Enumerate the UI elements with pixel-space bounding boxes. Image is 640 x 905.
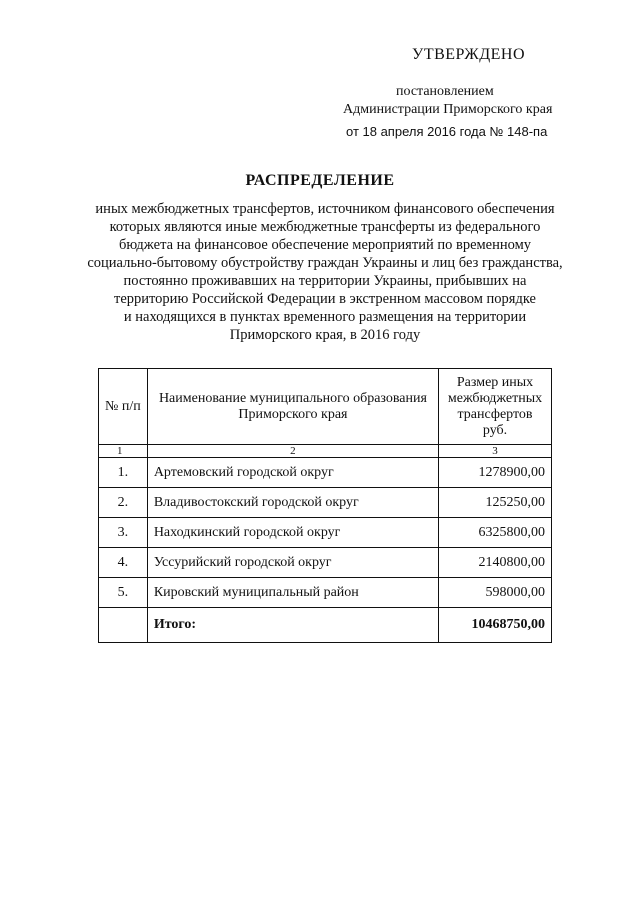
row-num: 5. [99,578,148,608]
subtitle-line: Приморского края, в 2016 году [229,327,421,343]
column-number: 3 [439,445,552,458]
table-row [99,548,552,578]
subtitle-line: постоянно проживавших на территории Украины, прибывших на [123,273,527,289]
row-name: Уссурийский городской округ [147,548,438,578]
decree-label: постановлением [396,84,494,99]
header-num: № п/п [99,369,148,445]
administration-label: Администрации Приморского края [343,102,553,117]
subtitle-line: которых являются иные межбюджетные трансферты из федерального [109,219,541,235]
row-num: 4. [99,548,148,578]
subtitle-line: территорию Российской Федерации в экстренном массовом порядке [114,291,536,307]
document-title: РАСПРЕДЕЛЕНИЕ [245,172,395,189]
table-header-row [99,369,552,445]
distribution-table [98,368,552,643]
row-name: Кировский муниципальный район [147,578,438,608]
table-row [99,518,552,548]
approved-label: УТВЕРЖДЕНО [412,46,526,63]
row-num: 3. [99,518,148,548]
decree-dateline: от 18 апреля 2016 года № 148-па [346,124,548,139]
row-amount: 2140800,00 [439,548,552,578]
column-number-row [99,445,552,458]
subtitle-line: социально-бытовому обустройству граждан Украины и лиц без гражданства, [87,255,563,271]
subtitle-line: и находящихся в пунктах временного размещения на территории [123,309,527,325]
total-row [99,608,552,643]
row-num: 2. [99,488,148,518]
row-name: Владивостокский городской округ [147,488,438,518]
subtitle-line: бюджета на финансовое обеспечение мероприятий по временному [118,237,532,253]
header-name: Наименование муниципального образования Приморского края [147,369,438,445]
header-amount: Размер иных межбюджетных трансфертов руб. [439,369,552,445]
subtitle-line: иных межбюджетных трансфертов, источником финансового обеспечения [95,201,555,217]
row-name: Находкинский городской округ [147,518,438,548]
total-label: Итого: [147,608,438,643]
total-num-cell [99,608,148,643]
row-num: 1. [99,458,148,488]
row-amount: 598000,00 [439,578,552,608]
row-amount: 1278900,00 [439,458,552,488]
column-number: 2 [147,445,438,458]
column-number: 1 [99,445,148,458]
row-amount: 6325800,00 [439,518,552,548]
row-name: Артемовский городской округ [147,458,438,488]
table-row [99,458,552,488]
total-amount: 10468750,00 [439,608,552,643]
table-row [99,578,552,608]
row-amount: 125250,00 [439,488,552,518]
table-row [99,488,552,518]
document-subtitle [40,200,610,344]
